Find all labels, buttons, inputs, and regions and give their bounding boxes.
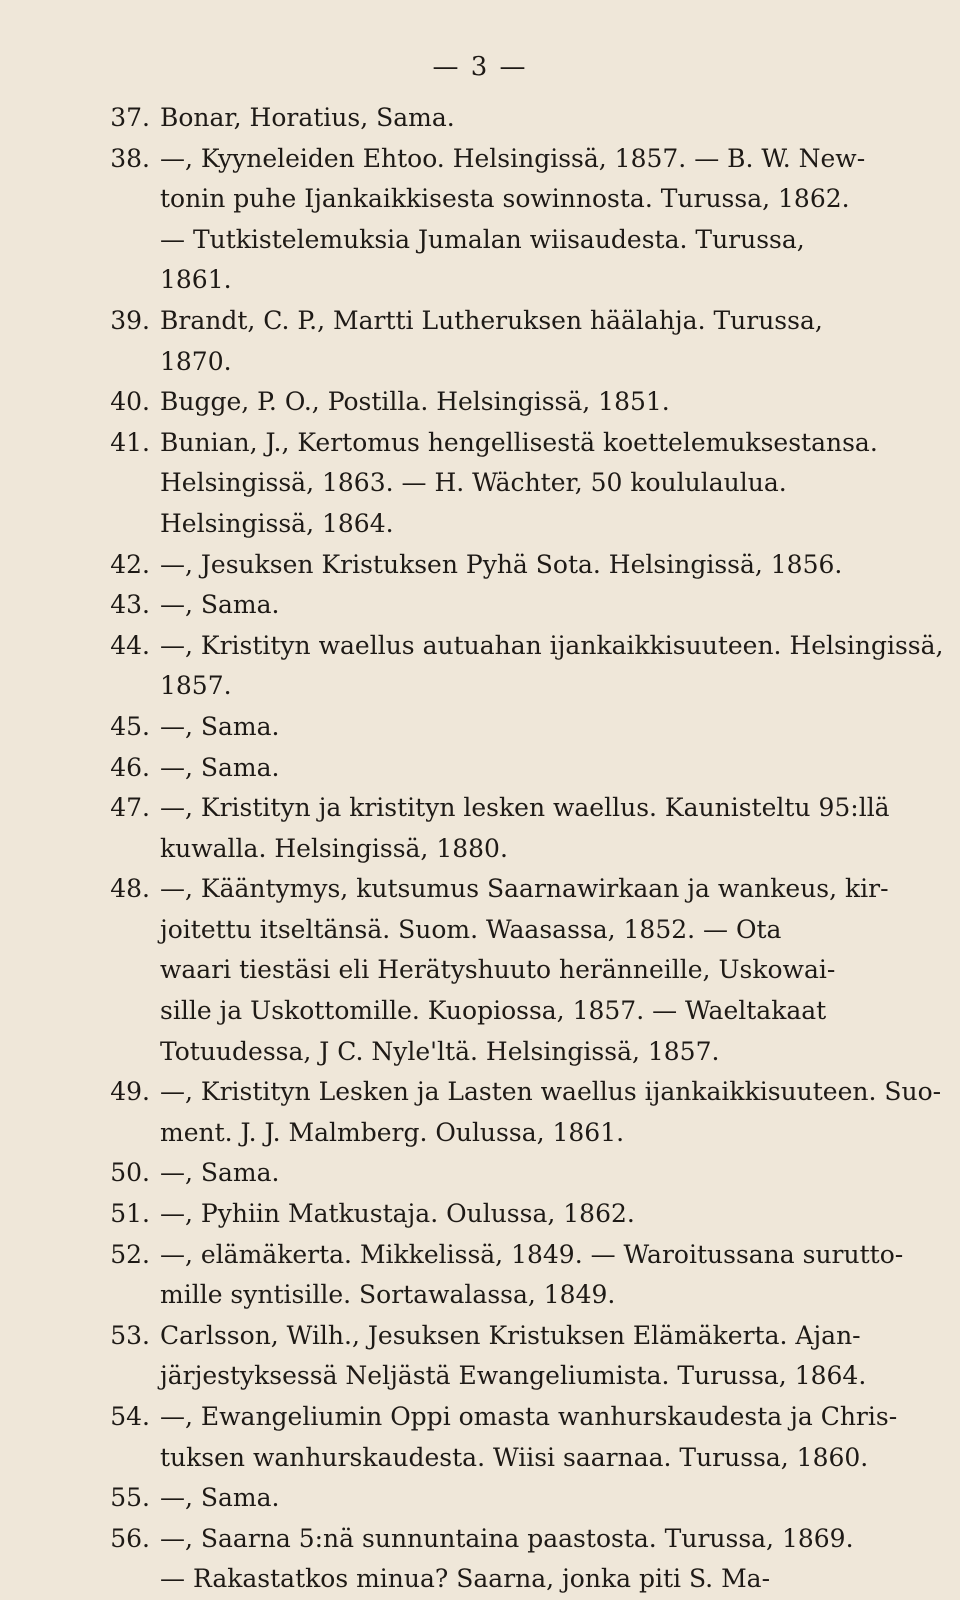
- entry-line: —, Saarna 5:nä sunnuntaina paastosta. Turussa, 1869.: [160, 1523, 854, 1553]
- bibliography-entry: [0, 1519, 960, 1600]
- bibliography-entry: [0, 869, 960, 1072]
- bibliography-entry: [0, 748, 960, 789]
- entry-number: 55.: [110, 1483, 150, 1513]
- bibliography-entry: [0, 788, 960, 869]
- entry-number: 50.: [110, 1158, 150, 1188]
- entry-text: [160, 1397, 898, 1478]
- entry-text: [160, 626, 944, 707]
- entry-line: mille syntisille. Sortawalassa, 1849.: [160, 1280, 616, 1310]
- entry-text: [160, 301, 895, 382]
- entry-number: 39.: [110, 305, 150, 335]
- entry-number: 51.: [110, 1199, 150, 1229]
- entry-text: [160, 1235, 904, 1316]
- entry-number: 40.: [110, 387, 150, 417]
- bibliography-entry: [0, 301, 960, 382]
- entry-number: 45.: [110, 711, 150, 741]
- entry-text: [160, 382, 895, 423]
- entry-text: [160, 1478, 895, 1519]
- entry-line: —, Pyhiin Matkustaja. Oulussa, 1862.: [160, 1199, 635, 1229]
- bibliography-entry: [0, 382, 960, 423]
- entry-text: [160, 545, 895, 586]
- entry-text: [160, 748, 895, 789]
- entry-text: [160, 423, 895, 545]
- entry-line: ment. J. J. Malmberg. Oulussa, 1861.: [160, 1117, 625, 1147]
- bibliography-entry: [0, 707, 960, 748]
- entry-line: —, elämäkerta. Mikkelissä, 1849. — Waroitussana surutto-: [160, 1239, 904, 1269]
- entry-line: —, Jesuksen Kristuksen Pyhä Sota. Helsingissä, 1856.: [160, 549, 843, 579]
- entry-text: [160, 869, 895, 1072]
- entry-text: [160, 1316, 895, 1397]
- entry-line: Totuudessa, J C. Nyle'ltä. Helsingissä, 1857.: [160, 1036, 720, 1066]
- entry-line: —, Kristityn waellus autuahan ijankaikkisuuteen. Helsingissä,: [160, 630, 944, 660]
- entry-number: 37.: [110, 103, 150, 132]
- entry-number: 46.: [110, 752, 150, 782]
- entry-line: kuwalla. Helsingissä, 1880.: [160, 833, 508, 863]
- entry-line: —, Kristityn ja kristityn lesken waellus. Kaunisteltu 95:llä: [160, 793, 890, 823]
- bibliography-entry: [0, 545, 960, 586]
- entry-line: —, Kääntymys, kutsumus Saarnawirkaan ja wankeus, kir-: [160, 874, 889, 904]
- entry-line: Bugge, P. O., Postilla. Helsingissä, 1851.: [160, 387, 670, 417]
- entry-number: 42.: [110, 549, 150, 579]
- entry-number: 47.: [110, 793, 150, 823]
- entry-line: —, Kristityn Lesken ja Lasten waellus ijankaikkisuuteen. Suo-: [160, 1077, 942, 1107]
- entry-line: 1870.: [160, 346, 232, 376]
- bibliography-entry: [0, 1478, 960, 1519]
- entry-line: —, Sama.: [160, 1158, 280, 1188]
- bibliography-entry: [0, 423, 960, 545]
- bibliography-entry: [0, 1235, 960, 1316]
- entry-number: 44.: [110, 630, 150, 660]
- entry-number: 56.: [110, 1523, 150, 1553]
- entry-line: Brandt, C. P., Martti Lutheruksen häälahja. Turussa,: [160, 305, 823, 335]
- entry-number: 52.: [110, 1239, 150, 1269]
- entry-line: 1857.: [160, 671, 232, 701]
- entry-text: [160, 1519, 895, 1600]
- entry-line: —, Sama.: [160, 590, 280, 620]
- entry-number: 53.: [110, 1320, 150, 1350]
- entry-line: —, Sama.: [160, 752, 280, 782]
- entry-line: joitettu itseltänsä. Suom. Waasassa, 1852. — Ota: [160, 914, 782, 944]
- entry-line: 1861.: [160, 265, 232, 295]
- entry-line: — Rakastatkos minua? Saarna, jonka piti S. Ma-: [160, 1564, 771, 1594]
- entry-line: waari tiestäsi eli Herätyshuuto heränneille, Uskowai-: [160, 955, 836, 985]
- bibliography-entry: [0, 1153, 960, 1194]
- entry-line: —, Sama.: [160, 1483, 280, 1513]
- entry-text: [160, 98, 895, 139]
- entry-line: Helsingissä, 1863. — H. Wächter, 50 koululaulua.: [160, 468, 787, 498]
- entry-number: 38.: [110, 143, 150, 173]
- entry-number: 41.: [110, 427, 150, 457]
- entry-text: [160, 788, 895, 869]
- entry-line: Bonar, Horatius, Sama.: [160, 103, 455, 132]
- entry-line: —, Sama.: [160, 711, 280, 741]
- entry-line: järjestyksessä Neljästä Ewangeliumista. Turussa, 1864.: [160, 1361, 867, 1391]
- entry-line: —, Ewangeliumin Oppi omasta wanhurskaudesta ja Chris-: [160, 1402, 898, 1431]
- entry-text: [160, 585, 895, 626]
- entry-line: —, Kyyneleiden Ehtoo. Helsingissä, 1857. — B. W. New-: [160, 143, 866, 173]
- entry-text: [160, 1153, 895, 1194]
- bibliography-entry: [0, 1316, 960, 1397]
- entry-line: Bunian, J., Kertomus hengellisestä koettelemuksestansa.: [160, 427, 878, 457]
- bibliography-entry: [0, 626, 960, 707]
- bibliography-entry: [0, 1072, 960, 1153]
- entry-line: tonin puhe Ijankaikkisesta sowinnosta. Turussa, 1862.: [160, 184, 850, 214]
- bibliography-entry: [0, 139, 960, 301]
- entry-line: tuksen wanhurskaudesta. Wiisi saarnaa. Turussa, 1860.: [160, 1442, 869, 1472]
- entry-line: sille ja Uskottomille. Kuopiossa, 1857. — Waeltakaat: [160, 996, 827, 1026]
- bibliography-entry: [0, 1194, 960, 1235]
- bibliography-entry: [0, 585, 960, 626]
- bibliography-list: [0, 98, 960, 1600]
- entry-line: — Tutkistelemuksia Jumalan wiisaudesta. Turussa,: [160, 224, 805, 254]
- entry-number: 49.: [110, 1077, 150, 1107]
- bibliography-entry: [0, 98, 960, 139]
- entry-text: [160, 1194, 895, 1235]
- entry-line: Helsingissä, 1864.: [160, 508, 394, 538]
- entry-number: 43.: [110, 590, 150, 620]
- entry-line: Carlsson, Wilh., Jesuksen Kristuksen Elämäkerta. Ajan-: [160, 1320, 861, 1350]
- page-number: — 3 —: [432, 52, 528, 82]
- entry-text: [160, 707, 895, 748]
- entry-text: [160, 139, 895, 301]
- entry-text: [160, 1072, 942, 1153]
- entry-number: 54.: [110, 1402, 150, 1431]
- entry-number: 48.: [110, 874, 150, 904]
- bibliography-entry: [0, 1397, 960, 1478]
